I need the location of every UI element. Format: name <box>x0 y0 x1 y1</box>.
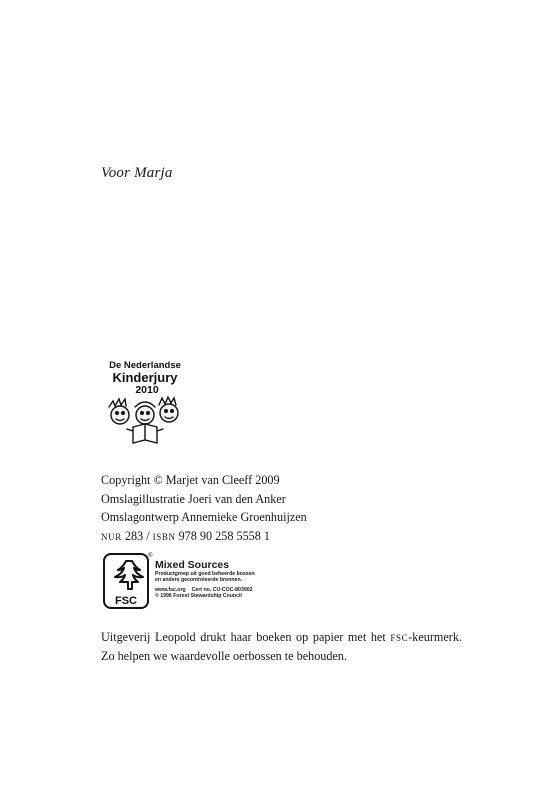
nur-value: 283 <box>124 528 144 543</box>
children-illustration-icon <box>109 397 178 443</box>
fsc-mark: FSC <box>115 595 137 607</box>
jury-logo-line3: 2010 <box>135 384 159 396</box>
nur-isbn-line: nur 283 / isbn 978 90 258 5558 1 <box>101 528 270 543</box>
fsc-text <box>155 559 255 600</box>
jury-logo-line2: Kinderjury <box>112 370 178 385</box>
dedication: Voor Marja <box>101 165 173 181</box>
fsc-logo <box>103 553 255 609</box>
fsc-website: www.fsc.org <box>155 586 186 593</box>
statement-part2: -keurmerk. Zo helpen we waardevolle oerbossen te behouden. <box>101 630 462 663</box>
copyright-line: Copyright © Marjet van Cleeff 2009 <box>101 473 280 487</box>
kinderjury-logo <box>103 357 187 447</box>
jury-logo-line1: De Nederlandse <box>109 360 181 371</box>
fsc-cert: Cert no. CU-COC-803902 <box>191 586 253 593</box>
statement-fsc-word: fsc <box>390 630 409 644</box>
fsc-line1: Productgroep uit goed beheerde bossen <box>155 571 255 577</box>
fsc-copyright: © 1996 Forest Stewardship Council <box>155 593 242 600</box>
credits-block <box>101 471 307 545</box>
isbn-value: 978 90 258 5558 1 <box>178 528 270 543</box>
cover-illustration-line: Omslagillustratie Joeri van den Anker <box>101 491 286 506</box>
statement-part1: Uitgeverij Leopold drukt haar boeken op papier met het <box>101 630 391 644</box>
registered-mark: ® <box>148 553 153 559</box>
nur-label: nur <box>101 528 122 543</box>
fsc-statement <box>101 628 462 666</box>
fsc-tree-icon <box>103 553 149 609</box>
fsc-line2: en andere gecontroleerde bronnen. <box>155 577 243 584</box>
fsc-title: Mixed Sources <box>155 559 230 571</box>
cover-design-line: Omslagontwerp Annemieke Groenhuijzen <box>101 510 307 524</box>
isbn-label: isbn <box>152 528 176 543</box>
